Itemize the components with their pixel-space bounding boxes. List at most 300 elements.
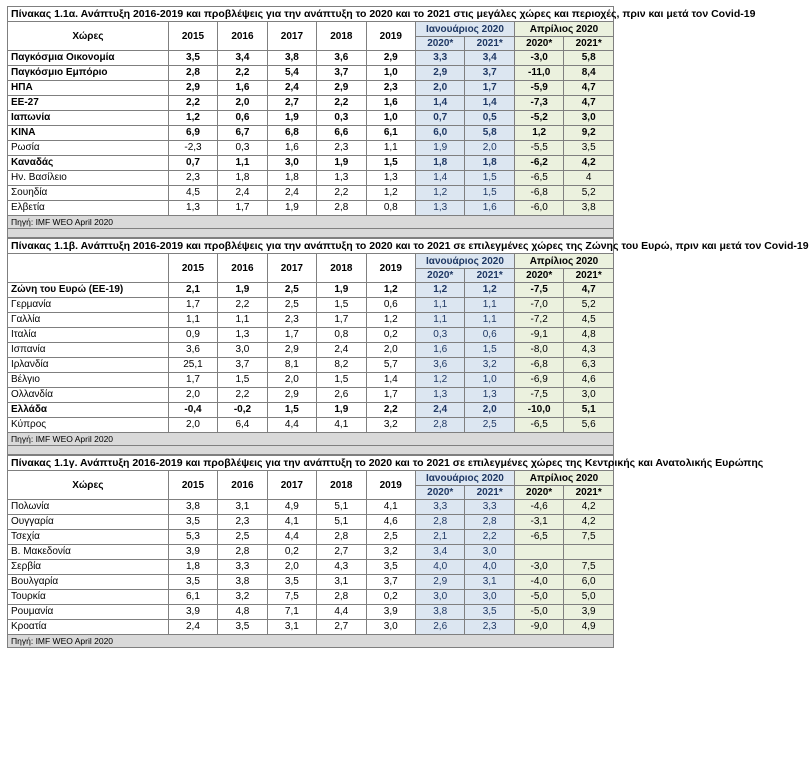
growth-value: 2,9 — [168, 81, 217, 96]
growth-value: 3,7 — [218, 358, 267, 373]
growth-value: 4,4 — [267, 530, 316, 545]
growth-value: 6,1 — [168, 590, 217, 605]
country-name: Γερμανία — [8, 298, 169, 313]
growth-value: 1,2 — [366, 313, 415, 328]
country-name: Ιρλανδία — [8, 358, 169, 373]
country-name: ΚΙΝΑ — [8, 126, 169, 141]
growth-value: 1,6 — [267, 141, 316, 156]
growth-value: 4,6 — [366, 515, 415, 530]
jan-forecast-value: 0,3 — [416, 328, 465, 343]
table-title-row — [8, 7, 614, 22]
growth-value: 2,7 — [267, 96, 316, 111]
growth-value: 2,4 — [267, 81, 316, 96]
jan-forecast-value: 1,3 — [416, 201, 465, 216]
growth-value: -0,4 — [168, 403, 217, 418]
year-header: 2018 — [317, 471, 366, 500]
jan-forecast-value: 1,5 — [465, 186, 514, 201]
jan-forecast-value: 2,0 — [465, 141, 514, 156]
growth-value: 3,8 — [267, 51, 316, 66]
jan-forecast-value: 3,3 — [416, 51, 465, 66]
apr-forecast-value: 3,0 — [564, 388, 614, 403]
jan-forecast-value: 3,3 — [465, 500, 514, 515]
growth-value: 3,0 — [218, 343, 267, 358]
growth-value: 2,3 — [218, 515, 267, 530]
growth-value: 4,1 — [366, 500, 415, 515]
growth-value: 1,5 — [267, 403, 316, 418]
source-row — [8, 635, 614, 648]
growth-value: 1,3 — [218, 328, 267, 343]
january-2020-group-header: Ιανουάριος 2020 — [415, 471, 514, 486]
growth-value: 3,8 — [218, 575, 267, 590]
growth-value: 2,0 — [218, 96, 267, 111]
growth-value: 0,6 — [218, 111, 267, 126]
growth-value: 3,5 — [168, 515, 217, 530]
source-note: Πηγή: IMF WEO April 2020 — [8, 635, 614, 648]
apr-forecast-value: 3,0 — [564, 111, 614, 126]
jan-forecast-value: 1,6 — [465, 201, 514, 216]
apr-forecast-value: 4,2 — [564, 500, 614, 515]
country-name: Ζώνη του Ευρώ (ΕΕ-19) — [8, 283, 169, 298]
jan-forecast-value: 2,6 — [415, 620, 464, 635]
apr-forecast-value: -7,0 — [514, 298, 563, 313]
growth-value: 5,3 — [168, 530, 217, 545]
growth-value: 2,0 — [366, 343, 415, 358]
jan-forecast-value: 1,2 — [416, 283, 465, 298]
table-row — [8, 500, 614, 515]
jan-forecast-value: 3,5 — [465, 605, 514, 620]
april-2020-group-header: Απρίλιος 2020 — [514, 254, 613, 269]
country-header: Χώρες — [8, 22, 169, 51]
country-name: Σουηδία — [8, 186, 169, 201]
apr-forecast-value: 5,6 — [564, 418, 614, 433]
country-name: Ρωσία — [8, 141, 169, 156]
growth-value: 2,9 — [267, 388, 316, 403]
table-row — [8, 328, 614, 343]
growth-value: 5,4 — [267, 66, 316, 81]
apr-forecast-value: -4,6 — [514, 500, 563, 515]
growth-value: 7,1 — [267, 605, 316, 620]
jan-forecast-value: 1,3 — [465, 388, 514, 403]
jan-forecast-value: 1,5 — [465, 343, 514, 358]
growth-value: 4,8 — [218, 605, 267, 620]
growth-value: 1,7 — [267, 328, 316, 343]
jan-forecast-value: 2,8 — [416, 418, 465, 433]
growth-value: 3,6 — [317, 51, 366, 66]
jan-forecast-value: 1,9 — [416, 141, 465, 156]
growth-value: 2,2 — [317, 186, 366, 201]
growth-value: 2,3 — [366, 81, 415, 96]
country-name: Ελλάδα — [8, 403, 169, 418]
jan-forecast-value: 1,1 — [416, 298, 465, 313]
country-name: Ιταλία — [8, 328, 169, 343]
growth-value: 2,4 — [267, 186, 316, 201]
forecast-year-header: 2020* — [514, 486, 563, 500]
apr-forecast-value: 6,3 — [564, 358, 614, 373]
growth-value: -0,2 — [218, 403, 267, 418]
apr-forecast-value: -6,5 — [514, 418, 563, 433]
growth-value: 3,9 — [168, 545, 217, 560]
growth-value: 2,1 — [168, 283, 217, 298]
growth-value: 3,4 — [218, 51, 267, 66]
growth-value: 1,1 — [168, 313, 217, 328]
jan-forecast-value: 1,4 — [465, 96, 514, 111]
growth-value: 4,5 — [168, 186, 217, 201]
growth-value: 0,8 — [366, 201, 415, 216]
growth-value: 6,4 — [218, 418, 267, 433]
jan-forecast-value: 2,2 — [465, 530, 514, 545]
year-header: 2015 — [168, 471, 217, 500]
growth-value: 4,4 — [267, 418, 316, 433]
growth-value: 2,8 — [168, 66, 217, 81]
jan-forecast-value: 2,5 — [465, 418, 514, 433]
growth-value: 2,2 — [218, 66, 267, 81]
apr-forecast-value: 5,8 — [564, 51, 614, 66]
growth-value: 1,9 — [317, 156, 366, 171]
growth-value: 4,3 — [317, 560, 366, 575]
growth-value: 2,0 — [267, 560, 316, 575]
jan-forecast-value: 4,0 — [415, 560, 464, 575]
growth-value: 2,8 — [317, 530, 366, 545]
apr-forecast-value: 9,2 — [564, 126, 614, 141]
growth-value: 1,8 — [168, 560, 217, 575]
jan-forecast-value: 3,0 — [465, 590, 514, 605]
growth-value: 2,3 — [267, 313, 316, 328]
growth-value: 2,2 — [317, 96, 366, 111]
apr-forecast-value: -6,8 — [514, 186, 563, 201]
january-2020-group-header: Ιανουάριος 2020 — [416, 254, 515, 269]
apr-forecast-value: 3,9 — [564, 605, 614, 620]
year-header: 2016 — [218, 22, 267, 51]
growth-value: 1,8 — [267, 171, 316, 186]
growth-value: 0,2 — [366, 590, 415, 605]
jan-forecast-value: 2,9 — [416, 66, 465, 81]
growth-value: 0,3 — [218, 141, 267, 156]
growth-value: 6,6 — [317, 126, 366, 141]
apr-forecast-value: -6,5 — [514, 530, 563, 545]
growth-value: 3,9 — [366, 605, 415, 620]
jan-forecast-value: 1,8 — [416, 156, 465, 171]
growth-value: 2,8 — [218, 545, 267, 560]
table-title: Πίνακας 1.1β. Ανάπτυξη 2016-2019 και προβλέψεις για την ανάπτυξη το 2020 και το 2021 σε επιλεγμένες χώρες της Ζώνης του Ευρώ, πριν και μετά τον Covid-19 — [8, 239, 614, 254]
country-header: Χώρες — [8, 471, 169, 500]
table-row — [8, 418, 614, 433]
jan-forecast-value: 3,6 — [416, 358, 465, 373]
country-name: Γαλλία — [8, 313, 169, 328]
header-row — [8, 254, 614, 269]
forecast-year-header: 2021* — [564, 486, 614, 500]
growth-value: 0,3 — [317, 111, 366, 126]
source-note: Πηγή: IMF WEO April 2020 — [8, 216, 614, 229]
jan-forecast-value: 5,8 — [465, 126, 514, 141]
country-name: ΗΠΑ — [8, 81, 169, 96]
growth-value: 1,5 — [317, 298, 366, 313]
table-row — [8, 388, 614, 403]
table-row — [8, 373, 614, 388]
year-header: 2018 — [317, 254, 366, 283]
growth-value: 2,5 — [267, 298, 316, 313]
april-2020-group-header: Απρίλιος 2020 — [514, 471, 613, 486]
apr-forecast-value: 4,2 — [564, 156, 614, 171]
growth-value: 0,2 — [267, 545, 316, 560]
country-name: Παγκόσμια Οικονομία — [8, 51, 169, 66]
forecast-year-header: 2020* — [514, 269, 563, 283]
table-row — [8, 141, 614, 156]
jan-forecast-value: 1,2 — [416, 186, 465, 201]
table-row — [8, 313, 614, 328]
jan-forecast-value: 1,3 — [416, 388, 465, 403]
growth-value: 2,9 — [267, 343, 316, 358]
jan-forecast-value: 2,4 — [416, 403, 465, 418]
jan-forecast-value: 3,7 — [465, 66, 514, 81]
table-row — [8, 530, 614, 545]
growth-value: 6,9 — [168, 126, 217, 141]
growth-value: 1,7 — [168, 298, 217, 313]
apr-forecast-value: -6,5 — [514, 171, 563, 186]
growth-value: 3,3 — [218, 560, 267, 575]
jan-forecast-value: 2,0 — [465, 403, 514, 418]
country-name: Βέλγιο — [8, 373, 169, 388]
apr-forecast-value: -9,1 — [514, 328, 563, 343]
apr-forecast-value: 4,7 — [564, 81, 614, 96]
apr-forecast-value: 5,0 — [564, 590, 614, 605]
forecast-year-header: 2021* — [465, 269, 514, 283]
table-row — [8, 126, 614, 141]
country-name: ΕΕ-27 — [8, 96, 169, 111]
apr-forecast-value: -7,5 — [514, 283, 563, 298]
growth-value: 0,7 — [168, 156, 217, 171]
growth-value: 3,2 — [366, 418, 415, 433]
year-header: 2017 — [267, 471, 316, 500]
apr-forecast-value: 5,2 — [564, 186, 614, 201]
growth-value: 1,7 — [218, 201, 267, 216]
growth-value: 3,5 — [366, 560, 415, 575]
growth-value: 2,7 — [317, 620, 366, 635]
forecast-year-header: 2020* — [514, 37, 563, 51]
year-header: 2018 — [317, 22, 366, 51]
apr-forecast-value: -11,0 — [514, 66, 563, 81]
table-row — [8, 171, 614, 186]
apr-forecast-value: 7,5 — [564, 560, 614, 575]
apr-forecast-value: -5,0 — [514, 590, 563, 605]
growth-value: 2,0 — [168, 418, 217, 433]
apr-forecast-value: 8,4 — [564, 66, 614, 81]
header-row — [8, 22, 614, 37]
apr-forecast-value: 4,5 — [564, 313, 614, 328]
growth-value: 3,0 — [366, 620, 415, 635]
growth-value: 1,6 — [366, 96, 415, 111]
table-row — [8, 590, 614, 605]
header-row — [8, 471, 614, 486]
growth-value: 4,1 — [317, 418, 366, 433]
jan-forecast-value: 1,6 — [416, 343, 465, 358]
apr-forecast-value: -5,0 — [514, 605, 563, 620]
apr-forecast-value: 4,8 — [564, 328, 614, 343]
table-title: Πίνακας 1.1γ. Ανάπτυξη 2016-2019 και προβλέψεις για την ανάπτυξη το 2020 και το 2021 σε επιλεγμένες χώρες της Κεντρικής και Ανατολικής Ευρώπης — [8, 456, 614, 471]
table-row — [8, 358, 614, 373]
growth-value: 3,5 — [168, 575, 217, 590]
country-name: Ιαπωνία — [8, 111, 169, 126]
jan-forecast-value: 1,2 — [465, 283, 514, 298]
growth-value: 3,9 — [168, 605, 217, 620]
growth-value: 1,2 — [168, 111, 217, 126]
forecast-year-header: 2021* — [465, 37, 514, 51]
jan-forecast-value: 3,0 — [415, 590, 464, 605]
table-row — [8, 156, 614, 171]
apr-forecast-value: -7,2 — [514, 313, 563, 328]
year-header: 2016 — [218, 254, 267, 283]
apr-forecast-value: 5,1 — [564, 403, 614, 418]
apr-forecast-value: 6,0 — [564, 575, 614, 590]
country-name: Β. Μακεδονία — [8, 545, 169, 560]
growth-value: 2,6 — [317, 388, 366, 403]
growth-value: 3,5 — [168, 51, 217, 66]
jan-forecast-value: 3,1 — [465, 575, 514, 590]
growth-value: 3,7 — [366, 575, 415, 590]
table-separator — [8, 446, 614, 455]
growth-value: 1,0 — [366, 111, 415, 126]
table-1 — [7, 6, 756, 238]
apr-forecast-value: 4 — [564, 171, 614, 186]
growth-value: 1,5 — [218, 373, 267, 388]
apr-forecast-value: 7,5 — [564, 530, 614, 545]
growth-value: 1,7 — [366, 388, 415, 403]
jan-forecast-value: 1,1 — [465, 313, 514, 328]
country-name: Τσεχία — [8, 530, 169, 545]
forecast-year-header: 2021* — [564, 37, 614, 51]
growth-value: 2,5 — [366, 530, 415, 545]
growth-value: 1,2 — [366, 283, 415, 298]
year-header: 2016 — [218, 471, 267, 500]
apr-forecast-value: 1,2 — [514, 126, 563, 141]
table-row — [8, 545, 614, 560]
country-name: Ισπανία — [8, 343, 169, 358]
apr-forecast-value: -5,9 — [514, 81, 563, 96]
jan-forecast-value: 2,9 — [415, 575, 464, 590]
source-row — [8, 216, 614, 229]
growth-value: 3,0 — [267, 156, 316, 171]
jan-forecast-value: 2,3 — [465, 620, 514, 635]
growth-value: 4,9 — [267, 500, 316, 515]
country-header — [8, 254, 169, 283]
country-name: Ρουμανία — [8, 605, 169, 620]
apr-forecast-value: -5,5 — [514, 141, 563, 156]
growth-value: 1,4 — [366, 373, 415, 388]
growth-value: 2,2 — [218, 388, 267, 403]
jan-forecast-value: 0,6 — [465, 328, 514, 343]
growth-value: 2,2 — [168, 96, 217, 111]
jan-forecast-value: 1,8 — [465, 156, 514, 171]
source-row — [8, 433, 614, 446]
apr-forecast-value: 4,9 — [564, 620, 614, 635]
year-header: 2017 — [267, 254, 316, 283]
year-header: 2017 — [267, 22, 316, 51]
table-3 — [7, 455, 764, 648]
table-row — [8, 186, 614, 201]
apr-forecast-value: -8,0 — [514, 343, 563, 358]
country-name: Ολλανδία — [8, 388, 169, 403]
country-name: Πολωνία — [8, 500, 169, 515]
apr-forecast-value: -6,8 — [514, 358, 563, 373]
growth-value: 3,2 — [218, 590, 267, 605]
growth-value: 6,7 — [218, 126, 267, 141]
apr-forecast-value: -3,0 — [514, 51, 563, 66]
jan-forecast-value: 1,4 — [416, 96, 465, 111]
table-title: Πίνακας 1.1α. Ανάπτυξη 2016-2019 και προβλέψεις για την ανάπτυξη το 2020 και το 2021 στις μεγάλες χώρες και περιοχές, πριν και μετά τον Covid-19 — [8, 7, 614, 22]
apr-forecast-value: -6,2 — [514, 156, 563, 171]
jan-forecast-value: 2,8 — [465, 515, 514, 530]
growth-value: 1,2 — [366, 186, 415, 201]
forecast-year-header: 2020* — [415, 486, 464, 500]
growth-value: 1,9 — [267, 201, 316, 216]
table-row — [8, 343, 614, 358]
growth-value: 3,8 — [168, 500, 217, 515]
table-row — [8, 66, 614, 81]
april-2020-group-header: Απρίλιος 2020 — [514, 22, 613, 37]
country-name: Τουρκία — [8, 590, 169, 605]
apr-forecast-value — [564, 545, 614, 560]
jan-forecast-value: 1,1 — [416, 313, 465, 328]
growth-value: 2,2 — [366, 403, 415, 418]
apr-forecast-value: 4,7 — [564, 96, 614, 111]
forecast-year-header: 2020* — [416, 37, 465, 51]
growth-value: -2,3 — [168, 141, 217, 156]
jan-forecast-value: 2,0 — [416, 81, 465, 96]
jan-forecast-value: 2,1 — [415, 530, 464, 545]
growth-value: 1,7 — [168, 373, 217, 388]
growth-value: 2,0 — [168, 388, 217, 403]
growth-value: 2,9 — [366, 51, 415, 66]
growth-value: 7,5 — [267, 590, 316, 605]
growth-value: 2,5 — [218, 530, 267, 545]
jan-forecast-value: 1,1 — [465, 298, 514, 313]
source-note: Πηγή: IMF WEO April 2020 — [8, 433, 614, 446]
table-row — [8, 201, 614, 216]
jan-forecast-value: 2,8 — [415, 515, 464, 530]
table-row — [8, 575, 614, 590]
growth-value: 6,8 — [267, 126, 316, 141]
table-row — [8, 515, 614, 530]
jan-forecast-value: 1,5 — [465, 171, 514, 186]
country-name: Παγκόσμιο Εμπόριο — [8, 66, 169, 81]
table-row — [8, 283, 614, 298]
growth-value: 0,6 — [366, 298, 415, 313]
growth-value: 2,4 — [218, 186, 267, 201]
jan-forecast-value: 3,2 — [465, 358, 514, 373]
apr-forecast-value: -5,2 — [514, 111, 563, 126]
apr-forecast-value: -3,1 — [514, 515, 563, 530]
january-2020-group-header: Ιανουάριος 2020 — [416, 22, 515, 37]
apr-forecast-value: -4,0 — [514, 575, 563, 590]
apr-forecast-value: 4,6 — [564, 373, 614, 388]
growth-value: 3,5 — [218, 620, 267, 635]
growth-value: 3,2 — [366, 545, 415, 560]
growth-value: 1,7 — [317, 313, 366, 328]
jan-forecast-value: 3,8 — [415, 605, 464, 620]
apr-forecast-value: -6,0 — [514, 201, 563, 216]
apr-forecast-value: -9,0 — [514, 620, 563, 635]
jan-forecast-value: 4,0 — [465, 560, 514, 575]
jan-forecast-value: 6,0 — [416, 126, 465, 141]
country-name: Ουγγαρία — [8, 515, 169, 530]
year-header: 2015 — [168, 254, 217, 283]
growth-value: 1,3 — [366, 171, 415, 186]
growth-value: 2,5 — [267, 283, 316, 298]
apr-forecast-value: -7,3 — [514, 96, 563, 111]
apr-forecast-value: 4,2 — [564, 515, 614, 530]
growth-value: 1,9 — [317, 283, 366, 298]
apr-forecast-value: 3,8 — [564, 201, 614, 216]
table-2 — [7, 238, 809, 455]
